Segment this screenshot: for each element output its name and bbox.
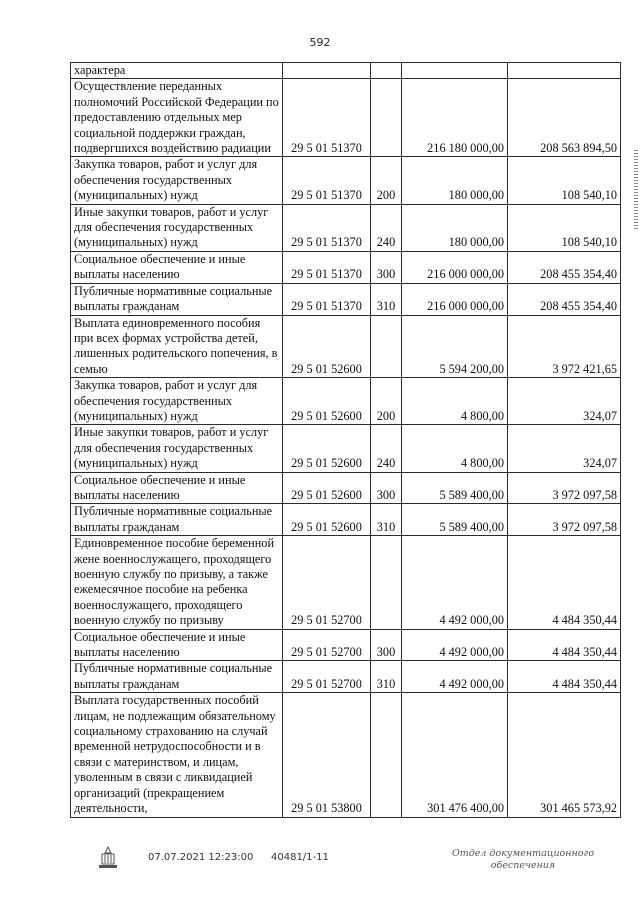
cell-executed [508,63,621,79]
cell-name: Социальное обеспечение и иные выплаты населению [71,472,283,504]
department-stamp [448,848,598,872]
table-row [71,378,621,425]
cell-name: Публичные нормативные социальные выплаты гражданам [71,661,283,693]
cell-code: 29 5 01 52700 [283,661,371,693]
cell-executed: 324,07 [508,425,621,472]
cell-name: Единовременное пособие беременной жене военнослужащего, проходящего военную службу по призыву, а также ежемесячное пособие на ребенка военнослужащего, проходящего военную службу по призыву [71,536,283,629]
table-row [71,425,621,472]
cell-expense-type [371,693,402,817]
cell-expense-type: 300 [371,251,402,283]
cell-name: Закупка товаров, работ и услуг для обеспечения государственных (муниципальных) нужд [71,157,283,204]
table-row [71,251,621,283]
cell-planned: 5 589 400,00 [402,504,508,536]
stamp-line-2: обеспечения [490,860,556,871]
table-row [71,693,621,817]
cell-code [283,63,371,79]
cell-executed: 208 563 894,50 [508,79,621,157]
cell-expense-type [371,315,402,378]
table-row [71,283,621,315]
table-row [71,157,621,204]
cell-code: 29 5 01 51370 [283,204,371,251]
cell-code: 29 5 01 53800 [283,693,371,817]
table-row [71,63,621,79]
table-row [71,536,621,629]
cell-name: Публичные нормативные социальные выплаты гражданам [71,504,283,536]
cell-expense-type: 300 [371,629,402,661]
cell-expense-type: 310 [371,504,402,536]
cell-executed: 208 455 354,40 [508,283,621,315]
cell-name: Социальное обеспечение и иные выплаты населению [71,629,283,661]
stamp-line-1: Отдел документационного [451,848,595,859]
table-row [71,472,621,504]
budget-table [70,62,621,818]
cell-code: 29 5 01 52600 [283,472,371,504]
cell-code: 29 5 01 52700 [283,536,371,629]
cell-planned: 4 800,00 [402,425,508,472]
cell-planned: 301 476 400,00 [402,693,508,817]
cell-planned: 216 000 000,00 [402,283,508,315]
cell-name: Выплата единовременного пособия при всех формах устройства детей, лишенных родительского попечения, в семью [71,315,283,378]
cell-executed: 3 972 421,65 [508,315,621,378]
cell-executed: 3 972 097,58 [508,472,621,504]
page-number: 592 [309,36,331,49]
table-row [71,315,621,378]
cell-name: Закупка товаров, работ и услуг для обеспечения государственных (муниципальных) нужд [71,378,283,425]
table-row [71,661,621,693]
table-row [71,629,621,661]
cell-code: 29 5 01 51370 [283,283,371,315]
cell-executed: 324,07 [508,378,621,425]
cell-expense-type: 310 [371,283,402,315]
cell-executed: 4 484 350,44 [508,629,621,661]
cell-planned: 4 800,00 [402,378,508,425]
cell-code: 29 5 01 51370 [283,79,371,157]
cell-code: 29 5 01 51370 [283,251,371,283]
cell-name: Публичные нормативные социальные выплаты гражданам [71,283,283,315]
cell-expense-type: 200 [371,157,402,204]
cell-expense-type: 200 [371,378,402,425]
scan-edge-mark [634,150,638,230]
cell-planned: 4 492 000,00 [402,661,508,693]
cell-planned: 4 492 000,00 [402,536,508,629]
cell-planned: 180 000,00 [402,157,508,204]
table-row [71,79,621,157]
cell-name: Выплата государственных пособий лицам, не подлежащим обязательному социальному страхованию на случай временной нетрудоспособности и в связи с материнством, и лицам, уволенным в связи с ликвидацией организаций (прекращением деятельности, [71,693,283,817]
cell-planned: 216 180 000,00 [402,79,508,157]
cell-planned: 180 000,00 [402,204,508,251]
cell-expense-type: 240 [371,425,402,472]
footer-datetime: 07.07.2021 12:23:00 [148,852,254,863]
cell-executed: 208 455 354,40 [508,251,621,283]
cell-expense-type [371,63,402,79]
cell-planned: 5 589 400,00 [402,472,508,504]
cell-expense-type: 310 [371,661,402,693]
cell-expense-type: 300 [371,472,402,504]
budget-table-body [71,63,621,818]
cell-expense-type [371,79,402,157]
cell-executed: 301 465 573,92 [508,693,621,817]
cell-planned [402,63,508,79]
table-row [71,504,621,536]
cell-executed: 108 540,10 [508,204,621,251]
cell-executed: 3 972 097,58 [508,504,621,536]
cell-expense-type: 240 [371,204,402,251]
cell-name: Осуществление переданных полномочий Российской Федерации по предоставлению отдельных мер социальной поддержки граждан, подвергшихся воздействию радиации [71,79,283,157]
cell-expense-type [371,536,402,629]
cell-code: 29 5 01 52600 [283,315,371,378]
cell-code: 29 5 01 52700 [283,629,371,661]
cell-executed: 4 484 350,44 [508,661,621,693]
cell-executed: 4 484 350,44 [508,536,621,629]
cell-planned: 5 594 200,00 [402,315,508,378]
cell-name: Социальное обеспечение и иные выплаты населению [71,251,283,283]
table-row [71,204,621,251]
cell-code: 29 5 01 52600 [283,425,371,472]
cell-planned: 216 000 000,00 [402,251,508,283]
footer-doc-id: 40481/1-11 [271,852,329,863]
cell-executed: 108 540,10 [508,157,621,204]
cell-name: Иные закупки товаров, работ и услуг для обеспечения государственных (муниципальных) нужд [71,204,283,251]
cell-planned: 4 492 000,00 [402,629,508,661]
cell-name: характера [71,63,283,79]
duma-logo-icon [96,844,120,872]
cell-code: 29 5 01 52600 [283,378,371,425]
cell-name: Иные закупки товаров, работ и услуг для обеспечения государственных (муниципальных) нужд [71,425,283,472]
cell-code: 29 5 01 52600 [283,504,371,536]
cell-code: 29 5 01 51370 [283,157,371,204]
